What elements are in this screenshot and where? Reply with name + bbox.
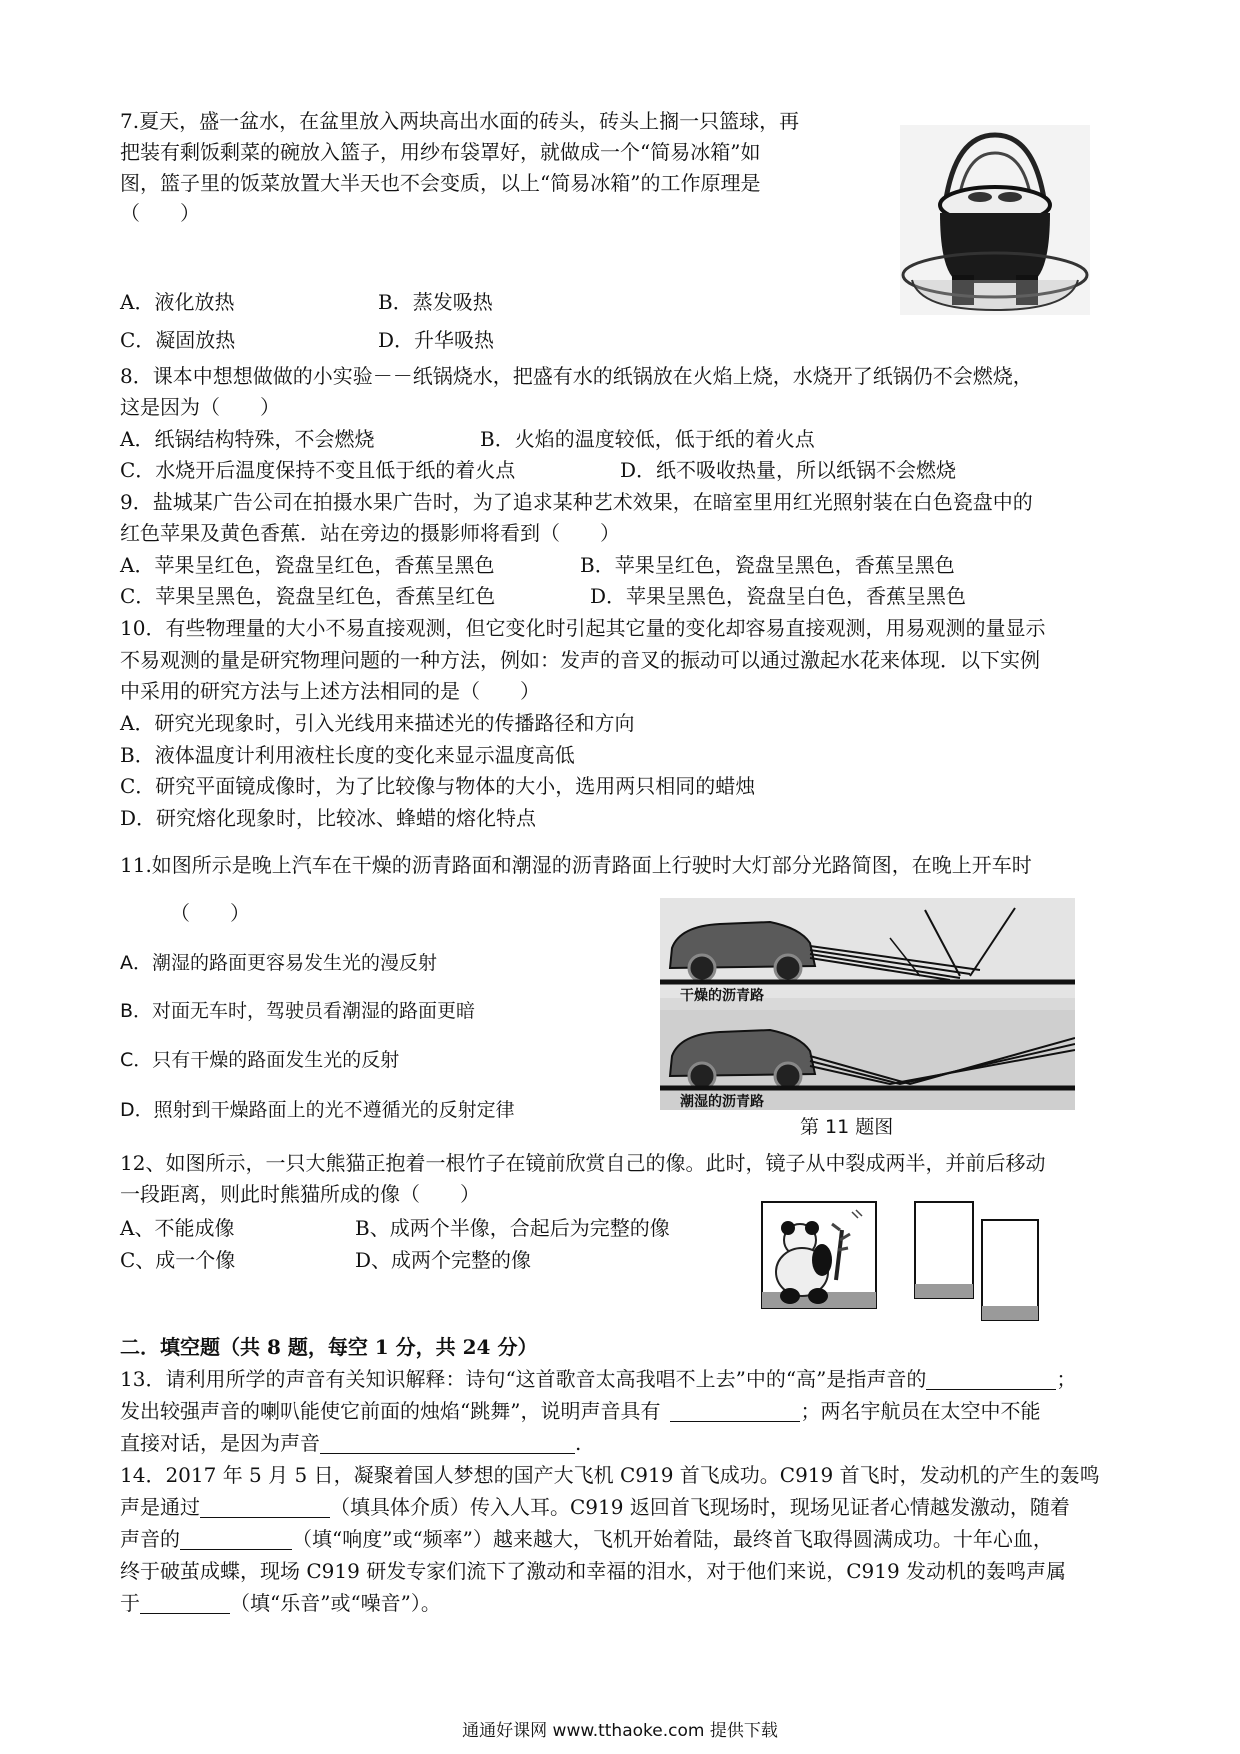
q10-line-1: 10．有些物理量的大小不易直接观测，但它变化时引起其它量的变化却容易直接观测，用易观测的量显示 bbox=[120, 616, 1046, 640]
q7-paren: （ ） bbox=[120, 201, 200, 225]
q9-line-1: 9．盐城某广告公司在拍摄水果广告时，为了追求某种艺术效果，在暗室里用红光照射装在白色瓷盘中的 bbox=[120, 490, 1033, 514]
q9-option-a: A．苹果呈红色，瓷盘呈红色，香蕉呈黑色 bbox=[120, 553, 495, 577]
q7-line-3: 图，篮子里的饭菜放置大半天也不会变质，以上“简易冰箱”的工作原理是 bbox=[120, 171, 761, 195]
q11-wet-road-label: 潮湿的沥青路 bbox=[680, 1094, 764, 1110]
q14-line-5 bbox=[120, 1588, 441, 1618]
q13-line-3-end: . bbox=[575, 1431, 582, 1455]
q12-option-a: A、不能成像 bbox=[120, 1216, 235, 1240]
q11-option-a: A．潮湿的路面更容易发生光的漫反射 bbox=[120, 952, 437, 974]
q9-option-b: B．苹果呈红色，瓷盘呈黑色，香蕉呈黑色 bbox=[580, 553, 955, 577]
q8-line-2: 这是因为（ ） bbox=[120, 395, 280, 419]
q12-option-d: D、成两个完整的像 bbox=[355, 1248, 532, 1272]
q13-line-2 bbox=[120, 1396, 1040, 1426]
q11-paren: （ ） bbox=[170, 901, 250, 925]
q7-option-b: B．蒸发吸热 bbox=[378, 290, 493, 314]
q9-option-c: C．苹果呈黑色，瓷盘呈红色，香蕉呈红色 bbox=[120, 584, 496, 608]
page-footer: 通通好课网 www.tthaoke.com 提供下载 bbox=[462, 1721, 778, 1741]
q13-line-3 bbox=[120, 1428, 581, 1458]
q14-line-4: 终于破茧成蝶，现场 C919 研发专家们流下了激动和幸福的泪水，对于他们来说，C919 发动机的轰鸣声属 bbox=[120, 1559, 1067, 1583]
q14-blank-1[interactable] bbox=[200, 1495, 330, 1518]
q14-line-5-text: 于 bbox=[120, 1591, 140, 1615]
q12-line-2: 一段距离，则此时熊猫所成的像（ ） bbox=[120, 1182, 480, 1206]
q8-line-1: 8．课本中想想做做的小实验－－纸锅烧水，把盛有水的纸锅放在火焰上烧，水烧开了纸锅仍不会燃烧， bbox=[120, 364, 1033, 388]
q11-line-1: 11.如图所示是晚上汽车在干燥的沥青路面和潮湿的沥青路面上行驶时大灯部分光路简图，在晚上开车时 bbox=[120, 853, 1032, 877]
q14-blank-3[interactable] bbox=[140, 1591, 230, 1614]
q7-ice-box-figure bbox=[900, 125, 1090, 315]
q13-line-2-text: 发出较强声音的喇叭能使它前面的烛焰“跳舞”，说明声音具有 bbox=[120, 1399, 661, 1423]
q14-line-3-end: （填“响度”或“频率”）越来越大，飞机开始着陆，最终首飞取得圆满成功。十年心血， bbox=[292, 1527, 1053, 1551]
q11-figure-caption: 第 11 题图 bbox=[800, 1116, 894, 1138]
section-2-title: 二．填空题（共 8 题，每空 1 分，共 24 分） bbox=[120, 1335, 538, 1359]
q12-panda-mirror-figure bbox=[760, 1200, 1040, 1324]
q13-blank-3[interactable] bbox=[320, 1431, 575, 1454]
q8-option-d: D．纸不吸收热量，所以纸锅不会燃烧 bbox=[620, 458, 957, 482]
q10-line-3: 中采用的研究方法与上述方法相同的是（ ） bbox=[120, 679, 540, 703]
q14-line-2-end: （填具体介质）传入人耳。C919 返回首飞现场时，现场见证者心情越发激动，随着 bbox=[330, 1495, 1070, 1519]
q9-option-d: D．苹果呈黑色，瓷盘呈白色，香蕉呈黑色 bbox=[590, 584, 967, 608]
q14-line-1: 14．2017 年 5 月 5 日，凝聚着国人梦想的国产大飞机 C919 首飞成功。C919 首飞时，发动机的产生的轰鸣 bbox=[120, 1463, 1100, 1487]
q13-blank-2[interactable] bbox=[670, 1399, 800, 1422]
q13-line-1-end: ； bbox=[1056, 1367, 1077, 1391]
q11-option-b: B．对面无车时，驾驶员看潮湿的路面更暗 bbox=[120, 1000, 476, 1022]
q14-line-2 bbox=[120, 1492, 1070, 1522]
q13-line-1 bbox=[120, 1364, 1076, 1394]
q13-line-2-end: ；两名宇航员在太空中不能 bbox=[800, 1399, 1041, 1423]
q12-option-b: B、成两个半像，合起后为完整的像 bbox=[355, 1216, 670, 1240]
q8-option-a: A．纸锅结构特殊，不会燃烧 bbox=[120, 427, 375, 451]
q13-line-1-text: 13．请利用所学的声音有关知识解释：诗句“这首歌音太高我唱不上去”中的“高”是指声音的 bbox=[120, 1367, 927, 1391]
q10-option-a: A．研究光现象时，引入光线用来描述光的传播路径和方向 bbox=[120, 711, 635, 735]
q9-line-2: 红色苹果及黄色香蕉．站在旁边的摄影师将看到（ ） bbox=[120, 521, 620, 545]
q14-line-3-text: 声音的 bbox=[120, 1527, 180, 1551]
q14-line-2-text: 声是通过 bbox=[120, 1495, 200, 1519]
q10-option-c: C．研究平面镜成像时，为了比较像与物体的大小，选用两只相同的蜡烛 bbox=[120, 774, 756, 798]
q7-option-a: A．液化放热 bbox=[120, 290, 235, 314]
q10-option-d: D．研究熔化现象时，比较冰、蜂蜡的熔化特点 bbox=[120, 806, 537, 830]
q11-option-c: C．只有干燥的路面发生光的反射 bbox=[120, 1049, 400, 1071]
q8-option-b: B．火焰的温度较低，低于纸的着火点 bbox=[480, 427, 815, 451]
q13-line-3-text: 直接对话，是因为声音 bbox=[120, 1431, 320, 1455]
q10-option-b: B．液体温度计利用液柱长度的变化来显示温度高低 bbox=[120, 743, 575, 767]
q11-dry-road-label: 干燥的沥青路 bbox=[680, 988, 764, 1004]
q10-line-2: 不易观测的量是研究物理问题的一种方法，例如：发声的音叉的振动可以通过激起水花来体现．以下实例 bbox=[120, 648, 1040, 672]
q14-blank-2[interactable] bbox=[180, 1527, 292, 1550]
q7-line-2: 把装有剩饭剩菜的碗放入篮子，用纱布袋罩好，就做成一个“简易冰箱”如 bbox=[120, 140, 761, 164]
q7-option-c: C．凝固放热 bbox=[120, 328, 236, 352]
q8-option-c: C．水烧开后温度保持不变且低于纸的着火点 bbox=[120, 458, 516, 482]
q11-option-d: D．照射到干燥路面上的光不遵循光的反射定律 bbox=[120, 1099, 515, 1121]
q14-line-3 bbox=[120, 1524, 1053, 1554]
q12-option-c: C、成一个像 bbox=[120, 1248, 236, 1272]
q14-line-5-end: （填“乐音”或“噪音”）。 bbox=[230, 1591, 441, 1615]
q11-road-figure bbox=[660, 898, 1075, 1110]
q7-line-1: 7.夏天，盛一盆水，在盆里放入两块高出水面的砖头，砖头上搁一只篮球，再 bbox=[120, 109, 800, 133]
q12-line-1: 12、如图所示，一只大熊猫正抱着一根竹子在镜前欣赏自己的像。此时，镜子从中裂成两半，并前后移动 bbox=[120, 1151, 1046, 1175]
q7-option-d: D．升华吸热 bbox=[378, 328, 495, 352]
q13-blank-1[interactable] bbox=[926, 1367, 1056, 1390]
